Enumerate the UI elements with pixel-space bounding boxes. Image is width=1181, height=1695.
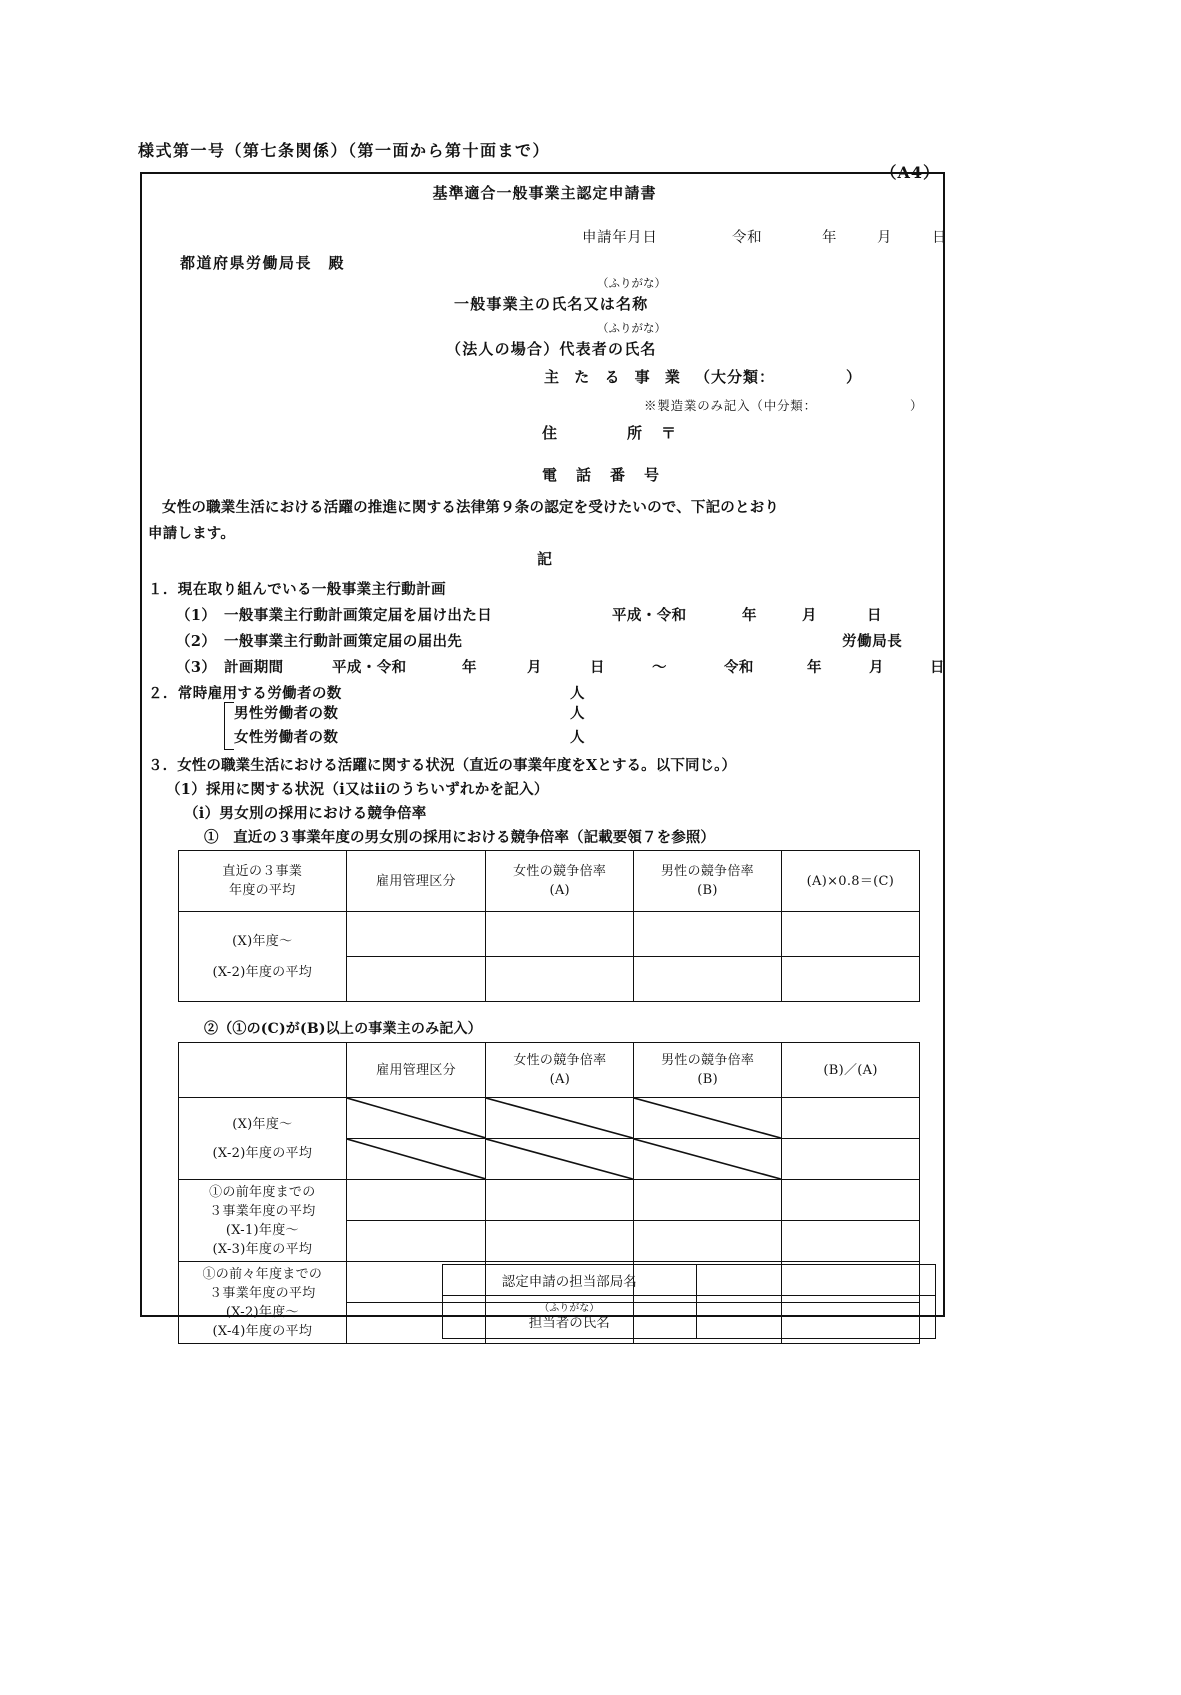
worker-count-bracket — [224, 702, 234, 750]
t2-r2b-category[interactable] — [346, 1221, 486, 1262]
request-paragraph-line1: 女性の職業生活における活躍の推進に関する法律第９条の認定を受けたいので、下記のとおり — [162, 499, 780, 516]
t1-header-period-line2: 年度の平均 — [229, 883, 296, 898]
competition-ratio-table-1 — [178, 850, 920, 1002]
furigana-label-representative: （ふりがな） — [597, 321, 666, 335]
t2-header-category-line1: 雇用管理区分 — [376, 1062, 456, 1078]
t1-header-formula-line1: (A)×0.8＝(C) — [806, 873, 895, 889]
t1-cell-category-2[interactable] — [346, 957, 486, 1002]
t2-r2b-female[interactable] — [486, 1221, 634, 1262]
t2-r1b-male — [634, 1139, 782, 1180]
application-date-day: 日 — [932, 230, 948, 246]
t2-r1a-category — [346, 1098, 486, 1139]
t2-header-male — [634, 1043, 782, 1098]
t1-header-female-line1: 女性の競争倍率 — [513, 864, 607, 879]
t2-r2b-male[interactable] — [634, 1221, 782, 1262]
table-row — [179, 1098, 920, 1139]
t2-row2-label-line3: (X-1)年度～ — [225, 1222, 299, 1238]
t1-cell-category-1[interactable] — [346, 912, 486, 957]
t2-r2b-ratio[interactable] — [782, 1221, 920, 1262]
form-outer-box — [140, 172, 948, 1339]
contact-person-label: 担当者の氏名 — [528, 1314, 610, 1331]
section3-item1-label: （1）採用に関する状況（ⅰ又はⅱのうちいずれかを記入） — [166, 781, 549, 798]
t2-r2a-ratio[interactable] — [782, 1180, 920, 1221]
t1-cell-male-2[interactable] — [634, 957, 782, 1002]
t1-row-label-line1: (X)年度～ — [232, 933, 293, 949]
t2-header-blank — [179, 1043, 347, 1098]
t1-header-period-line1: 直近の３事業 — [222, 864, 303, 879]
request-paragraph-line2: 申請します。 — [148, 525, 236, 542]
t2-row3-label-line3: (X-2)年度～ — [225, 1304, 299, 1320]
contact-person-value[interactable] — [696, 1296, 935, 1339]
section1-item1-era: 平成・令和 — [612, 607, 687, 624]
t1-header-period — [179, 851, 347, 912]
section1-item1-day: 日 — [867, 607, 883, 624]
t1-header-male — [634, 851, 782, 912]
t2-row2-label — [179, 1180, 347, 1262]
t2-row3-label-line4: (X-4)年度の平均 — [212, 1323, 313, 1339]
t2-row2-label-line4: (X-3)年度の平均 — [212, 1241, 313, 1257]
section1-item3-day-from: 日 — [590, 659, 606, 676]
table-row — [443, 1265, 936, 1296]
section1-item1-month: 月 — [802, 607, 818, 624]
t2-r1a-female — [486, 1098, 634, 1139]
section2-male-unit: 人 — [570, 705, 586, 722]
section2-total-unit: 人 — [570, 685, 586, 702]
application-date-year: 年 — [822, 230, 838, 246]
application-date-month: 月 — [877, 230, 893, 246]
section3-heading: ３．女性の職業生活における活躍に関する状況（直近の事業年度をXとする。以下同じ。） — [148, 757, 737, 774]
t1-cell-female-1[interactable] — [486, 912, 634, 957]
t2-row1-label — [179, 1098, 347, 1180]
table-header-row — [179, 1043, 920, 1098]
address-label: 住 所 〒 — [542, 424, 679, 442]
t2-r2a-male[interactable] — [634, 1180, 782, 1221]
t2-header-category — [346, 1043, 486, 1098]
contact-person-label-cell — [443, 1296, 697, 1339]
section1-item3-year-to: 年 — [807, 659, 823, 676]
representative-name-label: （法人の場合）代表者の氏名 — [446, 340, 657, 358]
section1-item2-value: 労働局長 — [842, 633, 903, 650]
t1-header-formula — [781, 851, 919, 912]
main-business-major-open: （大分類： — [695, 368, 776, 386]
t2-r2a-category[interactable] — [346, 1180, 486, 1221]
t2-header-female-line2: (A) — [549, 1072, 571, 1087]
table-row — [179, 1180, 920, 1221]
t1-header-category — [346, 851, 486, 912]
t1-header-male-line2: (B) — [697, 883, 718, 898]
table-row — [443, 1296, 936, 1339]
section1-item1-year: 年 — [742, 607, 758, 624]
section1-item3-day-to: 日 — [930, 659, 946, 676]
contact-table — [442, 1264, 936, 1339]
t2-r1a-ratio[interactable] — [782, 1098, 920, 1139]
section1-item3-month-to: 月 — [869, 659, 885, 676]
employer-name-label: 一般事業主の氏名又は名称 — [454, 295, 649, 313]
phone-label: 電 話 番 号 — [542, 466, 662, 484]
section2-male-label: 男性労働者の数 — [234, 705, 339, 722]
section1-heading: １．現在取り組んでいる一般事業主行動計画 — [148, 581, 446, 598]
section3-item-i-label: （ⅰ）男女別の採用における競争倍率 — [184, 805, 427, 822]
t1-cell-female-2[interactable] — [486, 957, 634, 1002]
furigana-label-employer: （ふりがな） — [597, 276, 666, 290]
form-number-label: 様式第一号（第七条関係）（第一面から第十面まで） — [138, 141, 551, 160]
contact-person-furigana: （ふりがな） — [539, 1302, 600, 1314]
t2-r1b-female — [486, 1139, 634, 1180]
section2-female-unit: 人 — [570, 729, 586, 746]
section1-item3-era-from: 平成・令和 — [332, 659, 407, 676]
main-business-major-close: ） — [846, 368, 862, 386]
contact-dept-value[interactable] — [696, 1265, 935, 1296]
section1-item3-era-to: 令和 — [724, 659, 754, 676]
table-header-row — [179, 851, 920, 912]
section2-female-label: 女性労働者の数 — [234, 729, 339, 746]
t2-row1-label-line1: (X)年度～ — [232, 1116, 293, 1132]
t1-header-category-line1: 雇用管理区分 — [376, 873, 456, 889]
t1-header-male-line1: 男性の競争倍率 — [660, 864, 754, 879]
ki-marker: 記 — [537, 550, 553, 568]
t2-header-ratio — [782, 1043, 920, 1098]
t2-r1b-category — [346, 1139, 486, 1180]
t1-row-label — [179, 912, 347, 1002]
manufacturing-note-close: ） — [910, 398, 924, 413]
t2-header-female — [486, 1043, 634, 1098]
paper-size-label: （A4） — [880, 163, 940, 182]
t1-row-label-line2: (X-2)年度の平均 — [212, 964, 313, 980]
table2-caption: ②（①の(C)が(B)以上の事業主のみ記入） — [204, 1021, 482, 1037]
section1-item3-tilde: ～ — [652, 659, 668, 676]
application-date-era: 令和 — [732, 230, 763, 246]
t2-row2-label-line2: ３事業年度の平均 — [209, 1203, 316, 1219]
t2-row3-label-line1: ①の前々年度までの — [202, 1266, 323, 1282]
t1-cell-formula-2[interactable] — [781, 957, 919, 1002]
table-row — [179, 912, 920, 957]
main-business-label: 主 た る 事 業 — [544, 368, 685, 386]
section1-item3-label: （3） 計画期間 — [176, 659, 284, 676]
t1-cell-formula-1[interactable] — [781, 912, 919, 957]
t1-header-female — [486, 851, 634, 912]
section1-item3-year-from: 年 — [462, 659, 478, 676]
t2-header-male-line2: (B) — [697, 1072, 718, 1087]
t2-row3-label — [179, 1262, 347, 1344]
t1-header-female-line2: (A) — [549, 883, 570, 898]
contact-dept-label: 認定申請の担当部局名 — [443, 1265, 697, 1296]
t2-r1a-male — [634, 1098, 782, 1139]
t2-r2a-female[interactable] — [486, 1180, 634, 1221]
table1-caption: ① 直近の３事業年度の男女別の採用における競争倍率（記載要領７を参照） — [204, 829, 715, 846]
document-title: 基準適合一般事業主認定申請書 — [432, 184, 657, 202]
section1-item1-label: （1） 一般事業主行動計画策定届を届け出た日 — [176, 607, 493, 624]
section2-heading: ２．常時雇用する労働者の数 — [148, 685, 342, 702]
section1-item2-label: （2） 一般事業主行動計画策定届の届出先 — [176, 633, 463, 650]
manufacturing-note-open: ※製造業のみ記入（中分類： — [644, 398, 817, 413]
t2-row2-label-line1: ①の前年度までの — [209, 1184, 316, 1200]
t2-row1-label-line2: (X-2)年度の平均 — [212, 1145, 313, 1161]
addressee-label: 都道府県労働局長 殿 — [180, 254, 346, 272]
t2-header-female-line1: 女性の競争倍率 — [513, 1053, 607, 1068]
t2-header-ratio-line1: (B)／(A) — [823, 1062, 878, 1078]
t2-row3-label-line2: ３事業年度の平均 — [209, 1285, 316, 1301]
application-date-label: 申請年月日 — [582, 230, 658, 246]
section1-item3-month-from: 月 — [527, 659, 543, 676]
t1-cell-male-1[interactable] — [634, 912, 782, 957]
t2-header-male-line1: 男性の競争倍率 — [661, 1053, 755, 1068]
t2-r1b-ratio[interactable] — [782, 1139, 920, 1180]
